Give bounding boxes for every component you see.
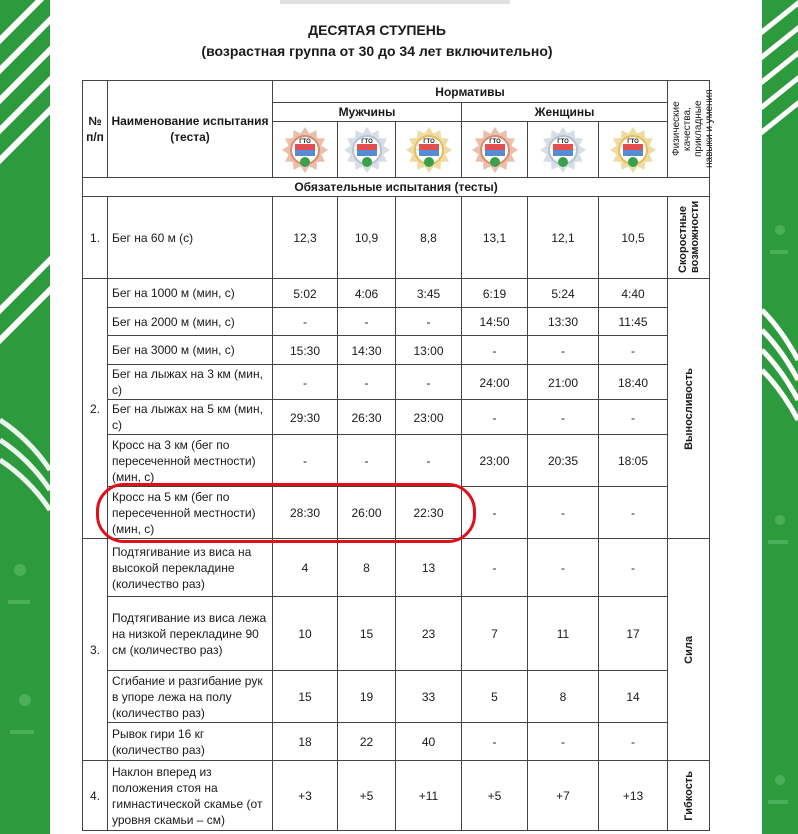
badge-cell-bronze [462,122,528,178]
standards-table [82,80,716,831]
badge-cell-silver [338,122,396,178]
badge-label: ГТО [360,138,373,145]
men-value: 15 [338,597,396,671]
table-row [83,279,710,308]
men-value: +3 [273,761,338,831]
quality-cell [668,761,710,831]
test-name: Подтягивание из виса лежа на низкой перекладине 90 см (количество раз) [108,597,273,671]
badge-cell-gold [396,122,462,178]
test-name: Бег на 3000 м (мин, с) [108,336,273,365]
gold-gto-badge-icon [405,126,453,174]
men-value: - [338,365,396,400]
men-value: - [273,435,338,487]
men-value: 13 [396,539,462,597]
badge-cell-gold [599,122,668,178]
right-decorative-stripe [762,0,798,834]
badge-label: ГТО [557,138,569,145]
men-value: 29:30 [273,400,338,435]
silver-gto-badge-icon [539,126,587,174]
men-value: +5 [338,761,396,831]
men-value: 8 [338,539,396,597]
women-value: 4:40 [599,279,668,308]
men-value: 40 [396,723,462,761]
quality-label: Сила [682,635,695,664]
gold-gto-badge-icon [609,126,657,174]
quality-label: Скоростные возможности [676,200,701,273]
bronze-gto-badge-icon [471,126,519,174]
women-value: 18:05 [599,435,668,487]
standards-table-wrapper [82,80,716,831]
men-value: 14:30 [338,336,396,365]
table-row [83,723,710,761]
quality-cell [668,539,710,761]
men-value: +11 [396,761,462,831]
women-value: 13,1 [462,197,528,279]
men-value: 22:30 [396,487,462,539]
women-value: +5 [462,761,528,831]
header-name: Наименование испытания (теста) [108,81,273,178]
test-name: Сгибание и разгибание рук в упоре лежа на полу (количество раз) [108,671,273,723]
men-value: 10,9 [338,197,396,279]
table-row [83,435,710,487]
table-row [83,671,710,723]
men-value: 26:30 [338,400,396,435]
men-value: 8,8 [396,197,462,279]
badge-label: ГТО [627,138,639,145]
table-row [83,308,710,336]
men-value: 33 [396,671,462,723]
quality-label: Гибкость [682,770,695,821]
test-name: Бег на лыжах на 5 км (мин, с) [108,400,273,435]
cut-off-text-fragment [280,0,510,4]
silver-gto-badge-icon [343,126,391,174]
women-value: 18:40 [599,365,668,400]
women-value: - [528,539,599,597]
women-value: - [462,539,528,597]
page-title [82,20,672,62]
men-value: - [396,365,462,400]
test-name: Бег на 60 м (с) [108,197,273,279]
title-line-1: ДЕСЯТАЯ СТУПЕНЬ [308,22,446,38]
header-standards: Нормативы [273,81,668,103]
men-value: 28:30 [273,487,338,539]
women-value: - [462,487,528,539]
men-value: 13:00 [396,336,462,365]
test-name: Кросс на 3 км (бег по пересеченной местности) (мин, с) [108,435,273,487]
test-name: Бег на 2000 м (мин, с) [108,308,273,336]
table-row [83,761,710,831]
women-value: - [528,487,599,539]
table-row [83,336,710,365]
women-value: 12,1 [528,197,599,279]
men-value: 26:00 [338,487,396,539]
group-number: 1. [83,197,108,279]
men-value: 4:06 [338,279,396,308]
quality-cell [668,197,710,279]
table-row [83,400,710,435]
women-value: - [599,336,668,365]
women-value: - [599,400,668,435]
women-value: 5:24 [528,279,599,308]
men-value: - [338,435,396,487]
header-women: Женщины [462,103,668,122]
badge-label: ГТО [299,138,311,145]
women-value: 14 [599,671,668,723]
women-value: 23:00 [462,435,528,487]
women-value: - [599,487,668,539]
women-value: - [462,723,528,761]
section-mandatory: Обязательные испытания (тесты) [83,178,710,197]
women-value: 21:00 [528,365,599,400]
women-value: - [599,539,668,597]
women-value: - [528,723,599,761]
men-value: - [338,308,396,336]
women-value: 10,5 [599,197,668,279]
women-value: 20:35 [528,435,599,487]
men-value: 19 [338,671,396,723]
women-value: 14:50 [462,308,528,336]
men-value: 15:30 [273,336,338,365]
table-row [83,597,710,671]
men-value: 3:45 [396,279,462,308]
women-value: 11 [528,597,599,671]
title-line-2: (возрастная группа от 30 до 34 лет включительно) [201,43,553,59]
men-value: 22 [338,723,396,761]
test-name: Подтягивание из виса на высокой перекладине (количество раз) [108,539,273,597]
men-value: - [273,365,338,400]
header-num: № п/п [83,81,108,178]
quality-label: Выносливость [682,367,695,450]
women-value: - [462,400,528,435]
women-value: 24:00 [462,365,528,400]
table-row [83,539,710,597]
group-number: 4. [83,761,108,831]
badge-label: ГТО [422,138,435,145]
men-value: - [273,308,338,336]
women-value: 6:19 [462,279,528,308]
bronze-gto-badge-icon [281,126,329,174]
women-value: 8 [528,671,599,723]
men-value: 10 [273,597,338,671]
table-row [83,365,710,400]
test-name: Бег на лыжах на 3 км (мин, с) [108,365,273,400]
women-value: - [599,723,668,761]
header-qualities [668,81,716,178]
group-number: 3. [83,539,108,761]
test-name: Бег на 1000 м (мин, с) [108,279,273,308]
women-value: - [528,336,599,365]
header-men: Мужчины [273,103,462,122]
men-value: 23:00 [396,400,462,435]
women-value: 5 [462,671,528,723]
men-value: 4 [273,539,338,597]
men-value: 18 [273,723,338,761]
badge-cell-bronze [273,122,338,178]
table-row [83,487,710,539]
men-value: - [396,435,462,487]
women-value: 17 [599,597,668,671]
women-value: - [462,336,528,365]
table-row [83,197,710,279]
women-value: 11:45 [599,308,668,336]
men-value: 23 [396,597,462,671]
men-value: - [396,308,462,336]
test-name: Кросс на 5 км (бег по пересеченной местности) (мин, с) [108,487,273,539]
group-number: 2. [83,279,108,539]
badge-label: ГТО [488,138,501,145]
women-value: 13:30 [528,308,599,336]
men-value: 15 [273,671,338,723]
left-decorative-stripe [0,0,50,834]
quality-cell [668,279,710,539]
women-value: - [528,400,599,435]
women-value: +7 [528,761,599,831]
women-value: +13 [599,761,668,831]
women-value: 7 [462,597,528,671]
header-qualities-text: Физические качества, прикладные навыки и умения [671,89,716,169]
test-name: Наклон вперед из положения стоя на гимнастической скамье (от уровня скамьи – см) [108,761,273,831]
men-value: 5:02 [273,279,338,308]
badge-cell-silver [528,122,599,178]
men-value: 12,3 [273,197,338,279]
test-name: Рывок гири 16 кг (количество раз) [108,723,273,761]
